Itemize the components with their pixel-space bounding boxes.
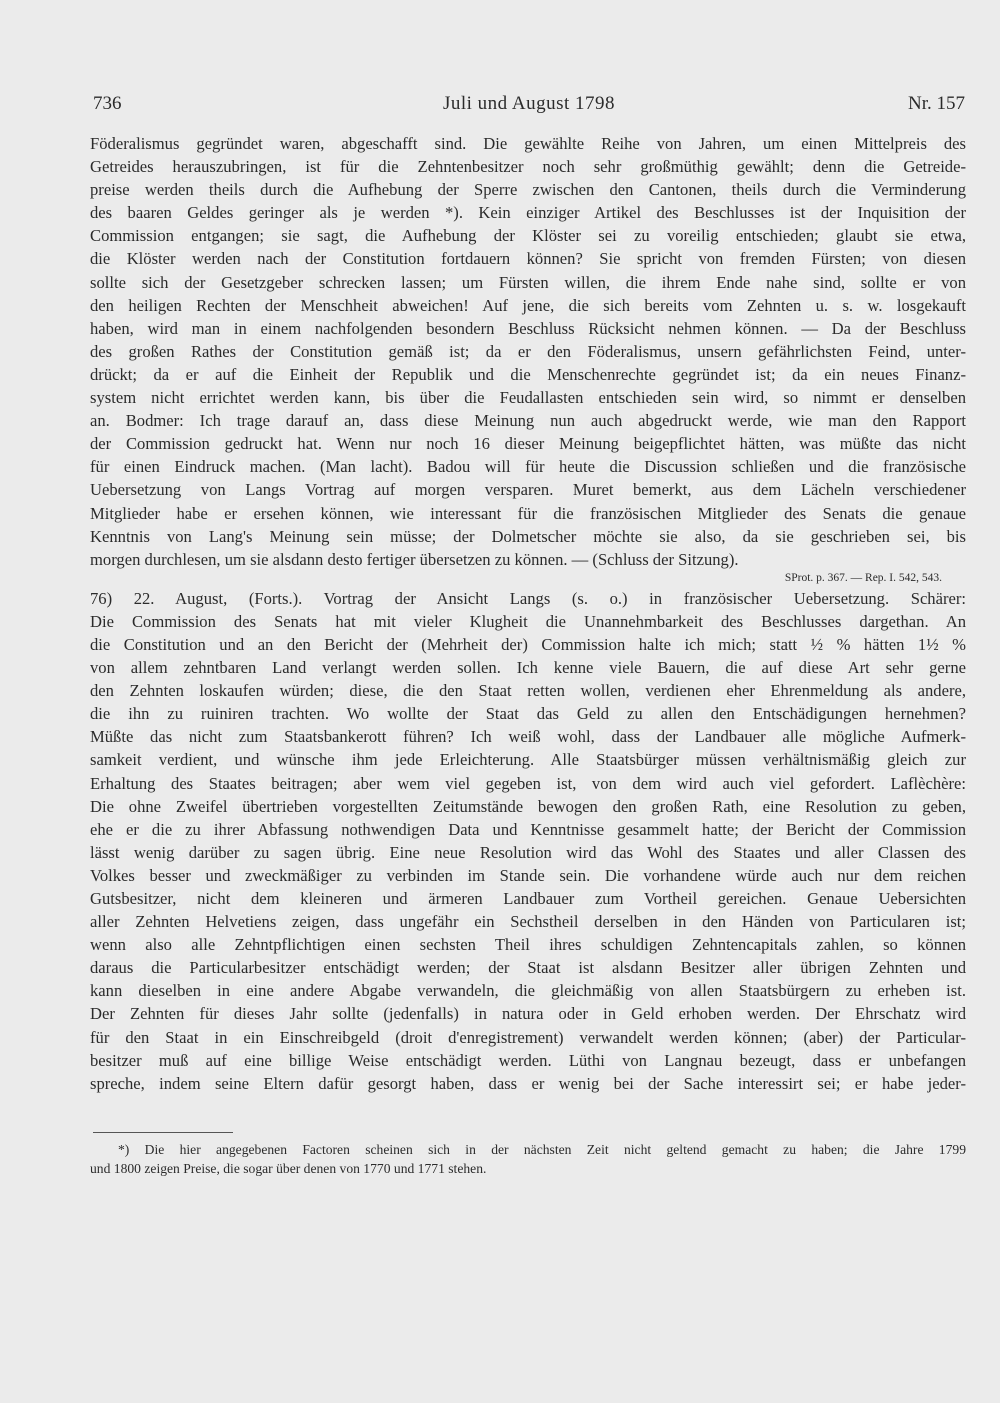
text-line: ehe er die zu ihrer Abfassung nothwendigen Data und Kenntnisse gesammelt hatte; der Bericht der Commission [90, 819, 966, 839]
text-line: morgen durchlesen, um sie alsdann desto fertiger übersetzen zu können. — (Schluss der Sitzung). [90, 549, 739, 569]
footnote [90, 1140, 966, 1178]
text-line: Mitglieder habe er ersehen können, wie interessant für die französischen Mitglieder des Senats die genaue [90, 503, 966, 523]
text-line: Die Commission des Senats hat mit vieler Klugheit die Unannehmbarkeit des Beschlusses dargethan. An [90, 611, 966, 631]
source-reference: SProt. p. 367. — Rep. I. 542, 543. [784, 571, 942, 584]
text-line: Erhaltung des Staates beitragen; aber wem viel gegeben ist, von dem wird auch viel gefordert. Laflèchère: [90, 773, 966, 793]
text-line: kann dieselben in eine andere Abgabe verwandeln, die gleichmäßig von allen Staatsbürgern zu erheben ist. [90, 981, 966, 1001]
text-line: die Klöster werden nach der Constitution fortdauern können? Sie spricht von fremden Fürsten; von diesen [90, 249, 966, 269]
text-line: den heiligen Rechten der Menschheit abweichen! Auf jene, die sich bereits vom Zehnten u. s. w. losgekauft [90, 295, 966, 315]
text-line: drückt; da er auf die Einheit der Republik und die Menschenrechte gegründet ist; da ein neues Finanz- [90, 364, 966, 384]
text-line: samkeit verdient, und wünsche ihm jede Erleichterung. Alle Staatsbürger müssen verhältnismäßig gleich zur [90, 750, 966, 770]
page-title: Juli und August 1798 [442, 93, 616, 114]
text-line: besitzer muß auf eine billige Weise entschädigt werden. Lüthi von Langnau bezeugt, dass er unbefangen [90, 1050, 966, 1070]
text-line: spreche, indem seine Eltern dafür gesorgt haben, dass er wenig bei der Sache interessirt sei; er habe jeder- [90, 1073, 966, 1093]
text-line: aller Zehnten Helvetiens zeigen, dass ungefähr ein Sechstheil derselben in den Händen von Particularen ist; [90, 912, 966, 932]
text-line: sollte sich der Gesetzgeber schrecken lassen; um Fürsten willen, die ihrem Ende nahe sind, sollte er von [90, 272, 966, 292]
issue-number: Nr. 157 [908, 93, 965, 114]
running-header [93, 93, 965, 119]
text-line: preise werden theils durch die Aufhebung der Sperre zwischen den Cantonen, theils durch die Verminderung [90, 180, 966, 200]
text-line: des baaren Geldes geringer als je werden *). Kein einziger Artikel des Beschlusses ist der Inquisition der [90, 203, 966, 223]
text-line: Föderalismus gegründet waren, abgeschafft sind. Die gewählte Reihe von Jahren, um einen Mittelpreis des [90, 134, 966, 153]
section-76 [90, 587, 966, 1095]
text-line: lässt wenig darüber zu sagen übrig. Eine neue Resolution wird das Wohl des Staates und aller Classen des [90, 842, 966, 862]
text-line: system nicht errichtet werden kann, bis über die Feudallasten entschieden sein wird, so nimmt er denselben [90, 388, 966, 408]
text-line: wenn also alle Zehntpflichtigen einen sechsten Theil ihres schuldigen Zehntencapitals zahlen, so können [90, 935, 966, 955]
text-line: von allem zehntbaren Land verlangt werden sollen. Ich kenne viele Bauern, die auf diese Art sehr gerne [90, 658, 966, 678]
text-line: Getreides herauszubringen, ist für die Zehntenbesitzer noch sehr großmüthig gewählt; denn die Getreide- [90, 157, 966, 177]
text-line: für den Staat in ein Einschreibgeld (droit d'enregistrement) verwandelt werden können; (aber) der Particular- [90, 1027, 966, 1047]
text-line: 76) 22. August, (Forts.). Vortrag der Ansicht Langs (s. o.) in französischer Uebersetzung. Schärer: [90, 588, 966, 608]
footnote-rule [93, 1132, 233, 1133]
text-line: und 1800 zeigen Preise, die sogar über denen von 1770 und 1771 stehen. [90, 1161, 487, 1176]
text-line: haben, wird man in einem nachfolgenden besondern Beschluss Rücksicht nehmen können. — Da der Beschluss [90, 318, 966, 338]
text-line: Commission entgangen; sie sagt, die Aufhebung der Klöster sei zu voreilig entschieden; glaubt sie etwa, [90, 226, 966, 246]
text-line: Gutsbesitzer, nicht dem kleineren und ärmeren Landbauer zum Vortheil gereichen. Genaue Uebersichten [90, 889, 966, 908]
text-line: die Constitution und an den Bericht der (Mehrheit der) Commission halte ich mich; statt ½ % hätten 1½ % [90, 634, 966, 654]
text-line: Kenntnis von Lang's Meinung sein müsse; der Dolmetscher möchte sie also, da sie geschrieben sei, bis [90, 526, 966, 546]
text-line: Uebersetzung von Langs Vortrag auf morgen versparen. Muret bemerkt, aus dem Lächeln verschiedener [90, 480, 966, 500]
text-line: Der Zehnten für dieses Jahr sollte (jedenfalls) in natura oder in Geld erhoben werden. Der Ehrschatz wird [90, 1004, 966, 1024]
text-line: an. Bodmer: Ich trage darauf an, dass diese Meinung nun auch abgedruckt werde, wie man den Rapport [90, 411, 966, 431]
body-text [90, 132, 966, 1095]
text-line: für einen Eindruck machen. (Man lacht). Badou will für heute die Discussion schließen und die französische [90, 457, 966, 477]
text-line: die ihn zu ruiniren trachten. Wo wollte der Staat das Geld zu allen den Entschädigungen hernehmen? [90, 704, 966, 724]
text-line: Müßte das nicht zum Staatsbankerott führen? Ich weiß wohl, dass der Landbauer alle mögliche Aufmerk- [90, 727, 966, 747]
text-line: des großen Rathes der Constitution gemäß ist; da er den Föderalismus, unsern gefährlichsten Feind, unter- [90, 341, 966, 361]
continued-paragraph [90, 132, 966, 571]
text-line: *) Die hier angegebenen Factoren scheinen sich in der nächsten Zeit nicht geltend gemacht zu haben; die Jahre 1799 [118, 1142, 966, 1157]
text-line: Volkes besser und zweckmäßiger zu verbinden im Stande sein. Die vorhandene würde auch nur dem reichen [90, 865, 966, 885]
text-line: der Commission gedruckt hat. Wenn nur noch 16 dieser Meinung beigepflichtet hätten, was müßte das nicht [90, 434, 966, 454]
text-line: daraus die Particularbesitzer entschädigt werden; der Staat ist alsdann Besitzer aller übrigen Zehnten und [90, 958, 966, 978]
text-line: Die ohne Zweifel übertrieben vorgestellten Zeitumstände bewogen den großen Rath, eine Resolution zu geben, [90, 796, 966, 816]
text-line: den Zehnten loskaufen würden; diese, die den Staat retten wollen, verdienen eher Ehrenmeldung als andere, [90, 681, 966, 701]
page-number: 736 [93, 93, 122, 114]
